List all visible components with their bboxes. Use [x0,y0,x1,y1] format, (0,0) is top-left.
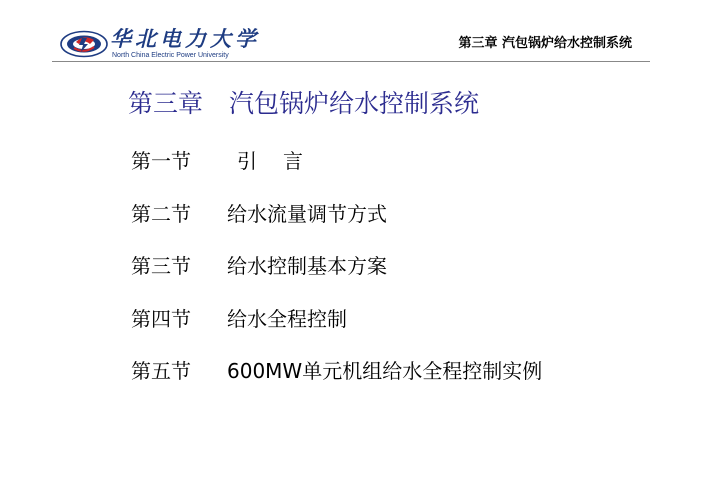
slide-title [128,88,479,120]
toc-section-name: 给水流量调节方式 [227,201,387,226]
toc-section-number: 第五节 [131,359,191,383]
slide-chapter-name: 汽包锅炉给水控制系统 [229,89,480,118]
toc-item [131,146,542,199]
toc-section-number: 第二节 [131,201,191,226]
toc-section-number: 第三节 [131,254,191,278]
toc-item [131,199,542,252]
toc-section-name: 引 言 [237,149,303,173]
toc-section-name: 600MW单元机组给水全程控制实例 [227,359,543,383]
toc-section-number: 第一节 [131,149,191,173]
toc-item [131,251,542,304]
university-name-english: North China Electric Power University [112,52,229,59]
university-name-chinese: 华北电力大学 [110,26,260,51]
table-of-contents [131,146,542,409]
slide-chapter-label: 第三章 [128,89,204,118]
header-divider [52,61,650,62]
university-emblem-icon [60,30,108,58]
toc-item [131,356,542,409]
slide-header [0,0,702,62]
toc-item [131,304,542,357]
toc-section-number: 第四节 [131,306,191,331]
toc-section-name: 给水全程控制 [227,306,347,331]
toc-section-name: 给水控制基本方案 [227,254,387,278]
header-chapter-title: 第三章 汽包锅炉给水控制系统 [458,36,632,51]
